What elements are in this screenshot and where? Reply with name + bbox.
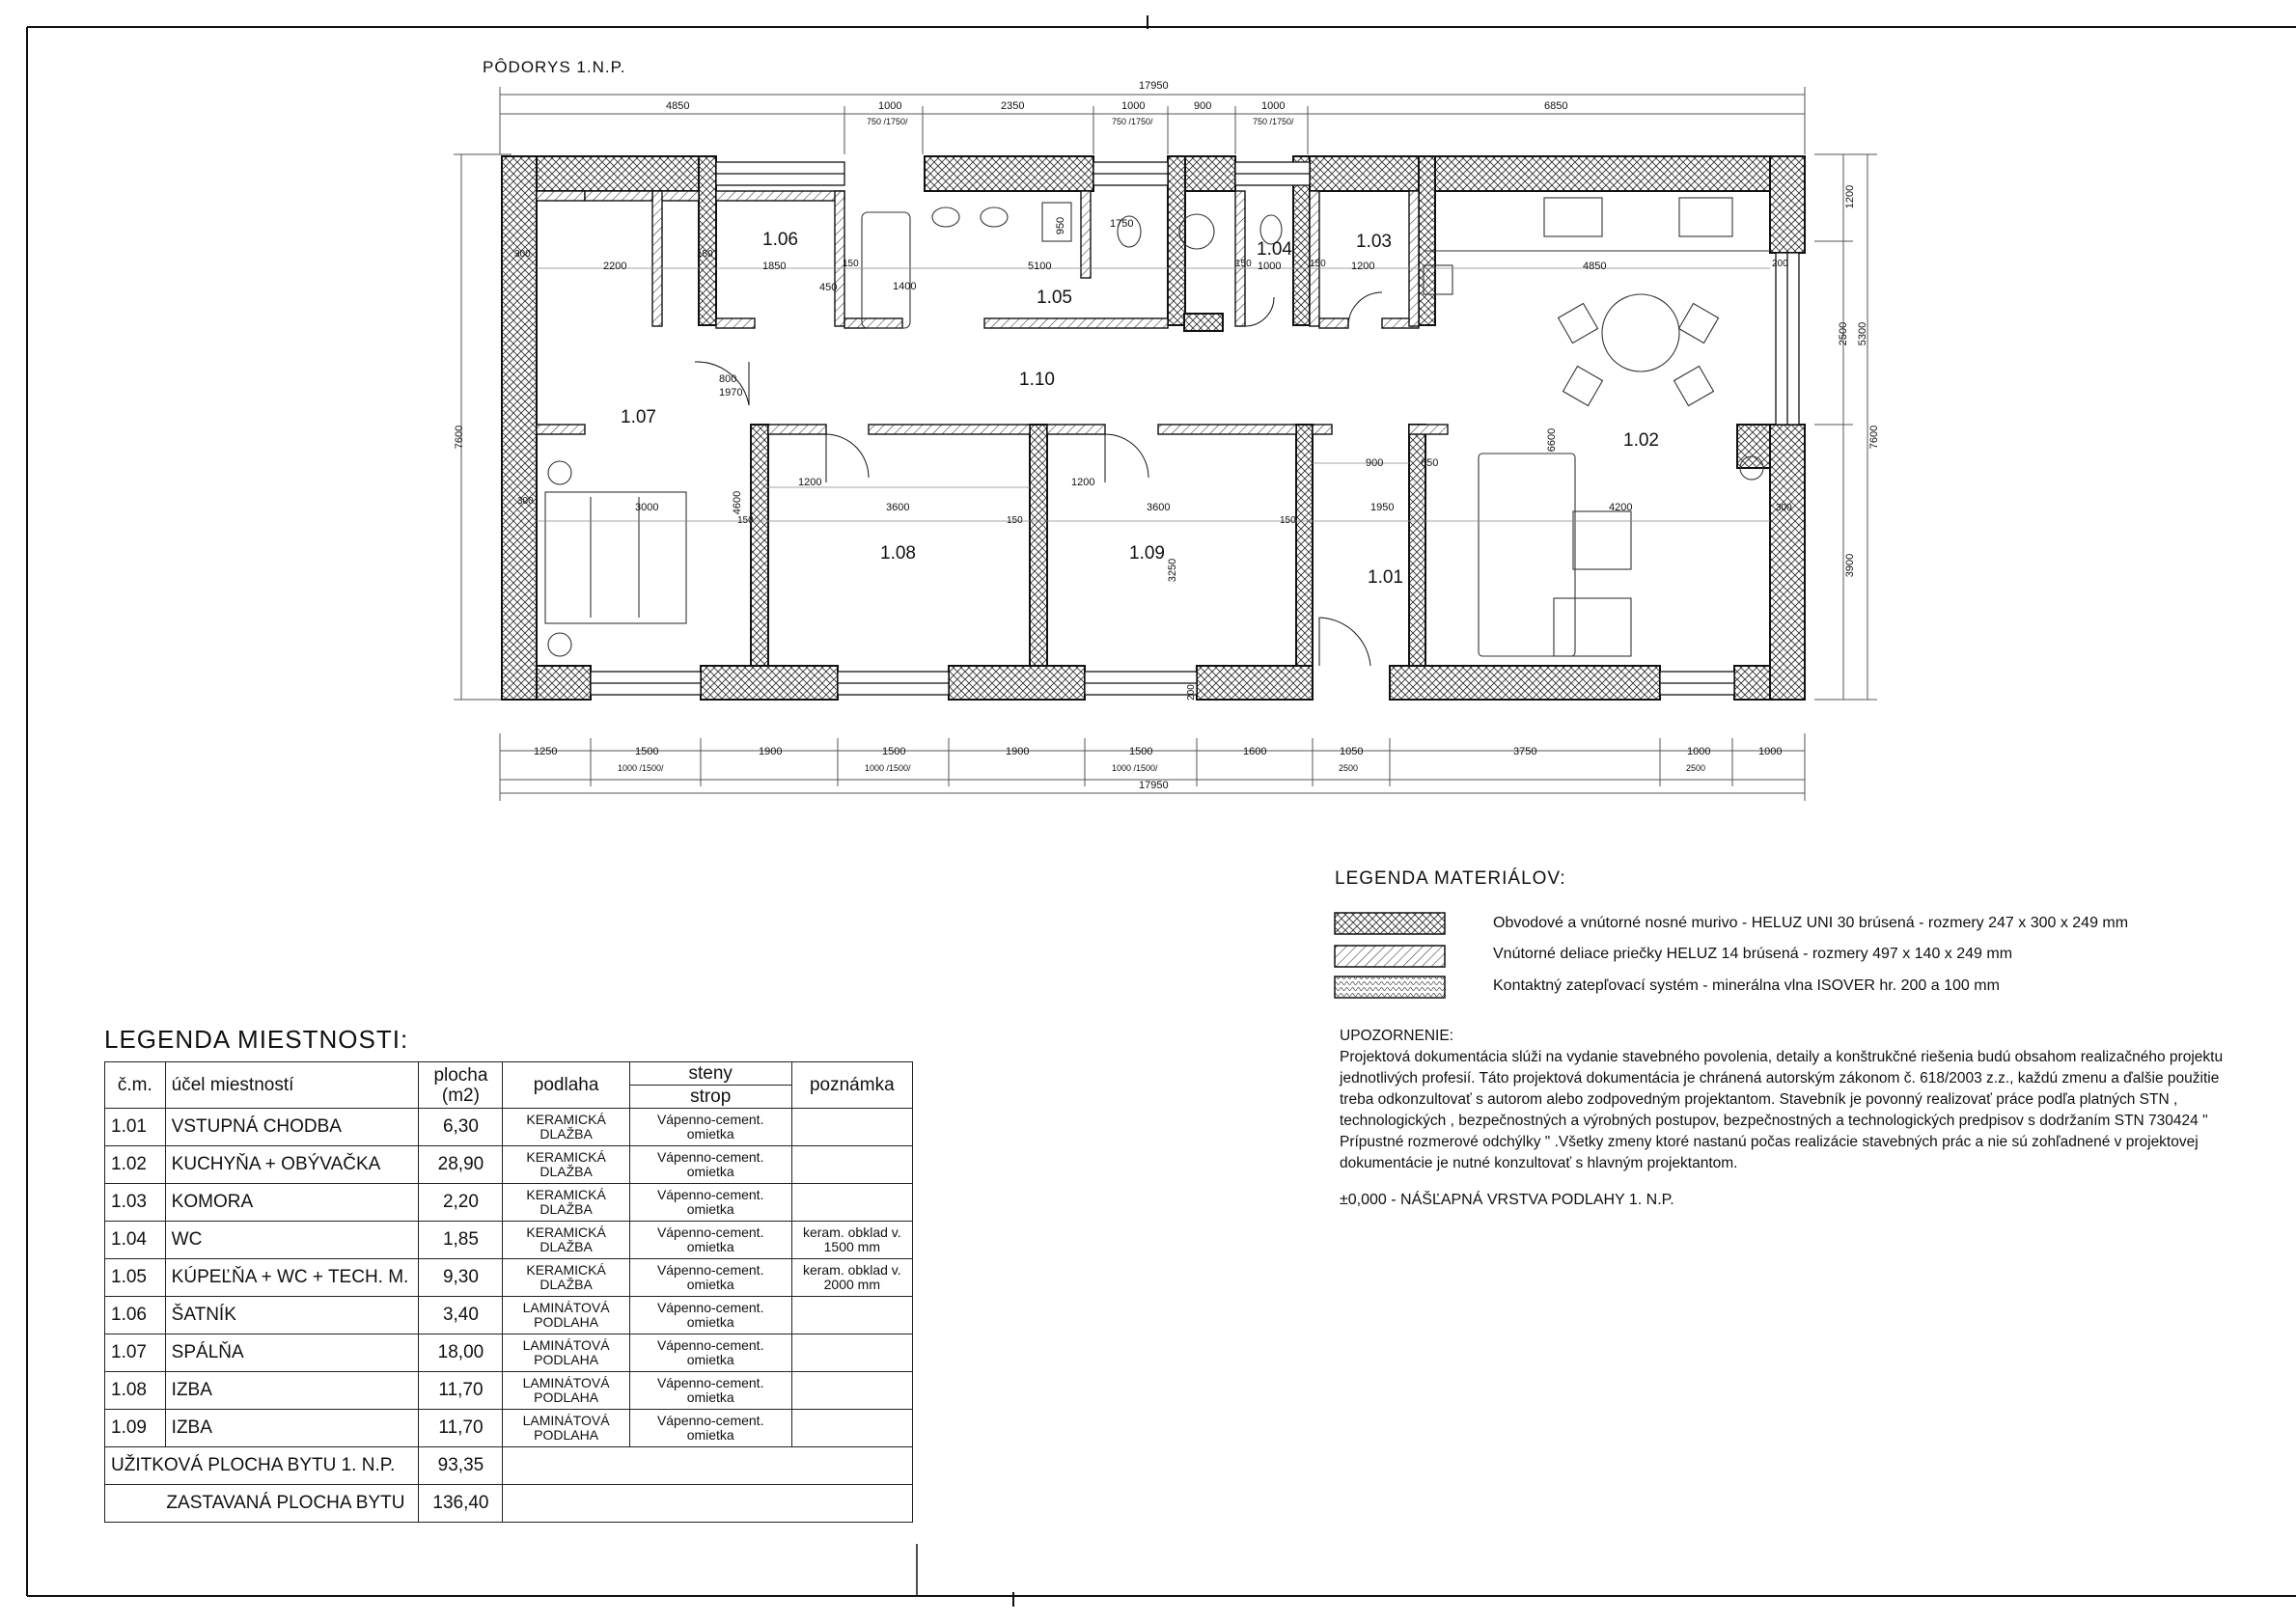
room-walls: Vápenno-cement. omietka (629, 1222, 791, 1259)
table-row-built (105, 1485, 913, 1523)
dim-bottom: 1900 (759, 746, 783, 757)
room-area: 3,40 (419, 1297, 503, 1334)
room-note (791, 1410, 912, 1447)
room-note (791, 1297, 912, 1334)
level-note: ±0,000 - NÁŠĽAPNÁ VRSTVA PODLAHY 1. N.P. (1340, 1192, 1674, 1208)
room-label: 1.06 (762, 230, 798, 250)
table-row (105, 1372, 913, 1410)
crosshatch-swatch (1335, 913, 1445, 934)
room-walls: Vápenno-cement. omietka (629, 1410, 791, 1447)
notice (1340, 1026, 2266, 1211)
dim-top: 1000 (1121, 100, 1146, 112)
dim-top: 6850 (1544, 100, 1568, 112)
dim-top-sub: 750 /1750/ (1112, 117, 1153, 126)
built-label: ZASTAVANÁ PLOCHA BYTU (105, 1485, 419, 1523)
dim-bottom: 1000 (1758, 746, 1783, 757)
room-area: 9,30 (419, 1259, 503, 1297)
room-walls: Vápenno-cement. omietka (629, 1334, 791, 1372)
header-floor: podlaha (503, 1062, 629, 1109)
inner-dim: 800 (719, 373, 737, 385)
inner-dim: 1000 (1258, 261, 1282, 272)
room-label: 1.01 (1368, 567, 1403, 588)
dim-bottom-sub: 2500 (1686, 763, 1706, 773)
inner-dim: 650 (1421, 457, 1439, 469)
notice-line: technologických , bezpečnostných a výrobných postupov, bezpečnostných a technologických predpisov s dodržaním STN 730424 " (1340, 1113, 2208, 1129)
dim-top: 2350 (1001, 100, 1025, 112)
room-walls: Vápenno-cement. omietka (629, 1372, 791, 1410)
room-label: 1.02 (1623, 430, 1659, 451)
room-number: 1.08 (105, 1372, 166, 1410)
side-table (1573, 511, 1631, 569)
table-row-useful (105, 1447, 913, 1485)
dim-left: 7600 (454, 425, 466, 450)
room-note: keram. obklad v. 2000 mm (791, 1259, 912, 1297)
notice-line: Prípustné rozmerové odchýlky " .Všetky zmeny ktoré nastanú počas realizácie stavebných prác a nie sú zohľadnené v projektovej (1340, 1134, 2199, 1150)
wall-dim: 300 (517, 496, 534, 507)
inner-dim: 950 (1055, 216, 1067, 235)
wall-dim: 300 (514, 249, 531, 260)
table-row (105, 1146, 913, 1184)
room-label: 1.10 (1019, 370, 1055, 390)
room-purpose: KUCHYŇA + OBÝVAČKA (165, 1146, 419, 1184)
plan-title: PÔDORYS 1.N.P. (483, 58, 626, 76)
notice-line: Projektová dokumentácia slúži na vydanie stavebného povolenia, detaily a konštrukčné riešenia budú obsahom realizačného projektu (1340, 1049, 2224, 1065)
material-text: Vnútorné deliace priečky HELUZ 14 brúsená - rozmery 497 x 140 x 249 mm (1493, 946, 2013, 962)
room-area: 1,85 (419, 1222, 503, 1259)
notice-line: treba odkonzultovať s autorom alebo zodpovedným projektantom. Stavebník je povonný realizovať práce podľa platných STN , (1340, 1091, 2178, 1108)
room-area: 18,00 (419, 1334, 503, 1372)
room-label: 1.09 (1129, 543, 1165, 564)
floor-plan (454, 87, 1877, 801)
header-walls: steny (629, 1062, 791, 1086)
dim-right: 3900 (1844, 553, 1857, 578)
room-area: 2,20 (419, 1184, 503, 1222)
room-purpose: KOMORA (165, 1184, 419, 1222)
inner-dim: 1850 (762, 261, 787, 272)
inner-dim: 450 (819, 282, 838, 293)
inner-dim: 1970 (719, 387, 743, 399)
inner-dim: 3600 (886, 502, 910, 513)
room-label: 1.04 (1257, 239, 1292, 260)
inner-dim: 3250 (1167, 558, 1179, 583)
built-value: 136,40 (419, 1485, 503, 1523)
table-row (105, 1222, 913, 1259)
table-row (105, 1410, 913, 1447)
room-floor: LAMINÁTOVÁ PODLAHA (503, 1410, 629, 1447)
room-note (791, 1146, 912, 1184)
room-purpose: VSTUPNÁ CHODBA (165, 1109, 419, 1146)
inner-dim: 1750 (1110, 218, 1134, 230)
dim-bottom: 1050 (1340, 746, 1364, 757)
room-walls: Vápenno-cement. omietka (629, 1109, 791, 1146)
wall-dim: 150 (843, 259, 859, 269)
room-number: 1.09 (105, 1410, 166, 1447)
inner-dim: 2200 (603, 261, 627, 272)
dim-bottom: 1500 (635, 746, 659, 757)
table-row (105, 1109, 913, 1146)
material-text: Obvodové a vnútorné nosné murivo - HELUZ UNI 30 brúsená - rozmery 247 x 300 x 249 mm (1493, 915, 2129, 931)
room-floor: LAMINÁTOVÁ PODLAHA (503, 1334, 629, 1372)
wall-dim: 200 (1185, 684, 1197, 701)
inner-dim: 5100 (1028, 261, 1052, 272)
room-floor: LAMINÁTOVÁ PODLAHA (503, 1372, 629, 1410)
header-ceiling: strop (629, 1086, 791, 1109)
inner-dim: 4850 (1583, 261, 1607, 272)
dim-bottom-sub: 1000 /1500/ (618, 763, 664, 773)
room-note (791, 1109, 912, 1146)
notice-line: dokumentácie je nutné konzultovať s hlavným projektantom. (1340, 1155, 1738, 1171)
header-cm: č.m. (105, 1062, 166, 1109)
dim-bottom-sub: 1000 /1500/ (865, 763, 911, 773)
header-area (419, 1062, 503, 1109)
room-purpose: IZBA (165, 1410, 419, 1447)
room-label: 1.07 (621, 407, 656, 427)
room-note (791, 1372, 912, 1410)
kitchen-sink (1544, 198, 1602, 236)
dim-bottom: 1500 (882, 746, 906, 757)
useful-label: UŽITKOVÁ PLOCHA BYTU 1. N.P. (105, 1447, 419, 1485)
rooms-body (105, 1109, 913, 1447)
rooms-table (104, 1061, 913, 1523)
wall-dim: 150 (697, 249, 713, 260)
room-number: 1.04 (105, 1222, 166, 1259)
room-purpose: WC (165, 1222, 419, 1259)
room-purpose: ŠATNÍK (165, 1297, 419, 1334)
diagonal-swatch (1335, 946, 1445, 967)
room-note (791, 1334, 912, 1372)
dim-top: 1000 (1261, 100, 1286, 112)
notice-heading: UPOZORNENIE: (1340, 1028, 1453, 1044)
room-number: 1.05 (105, 1259, 166, 1297)
room-number: 1.07 (105, 1334, 166, 1372)
sofa (1479, 454, 1575, 656)
room-area: 28,90 (419, 1146, 503, 1184)
inner-dim: 4200 (1609, 502, 1633, 513)
dim-bottom-sub: 2500 (1339, 763, 1359, 773)
dim-top-sub: 750 /1750/ (867, 117, 908, 126)
notice-line: jednotlivých profesií. Táto projektová dokumentácia je chránená autorským zákonom č. 618/2003 z.z., každú zmenu a ďalšie použitie (1340, 1070, 2220, 1087)
dim-right: 2500 (1838, 321, 1850, 346)
dim-right: 5300 (1857, 321, 1869, 346)
rooms-legend-title: LEGENDA MIESTNOSTI: (104, 1025, 409, 1054)
inner-dim: 1950 (1370, 502, 1395, 513)
table-row (105, 1297, 913, 1334)
room-number: 1.01 (105, 1109, 166, 1146)
wall-dim: 300 (1776, 503, 1792, 513)
room-floor: KERAMICKÁ DLAŽBA (503, 1146, 629, 1184)
room-label: 1.03 (1356, 232, 1392, 252)
room-label: 1.08 (880, 543, 916, 564)
inner-dim: 4600 (732, 490, 744, 515)
dim-bottom-total: 17950 (1139, 780, 1169, 791)
room-floor: LAMINÁTOVÁ PODLAHA (503, 1297, 629, 1334)
wall-dim: 200 (1772, 259, 1788, 269)
insulation-swatch (1335, 977, 1445, 998)
wall-dim: 150 (1235, 259, 1252, 269)
wall-dim: 150 (737, 515, 754, 526)
table-header-row (105, 1062, 913, 1086)
room-floor: KERAMICKÁ DLAŽBA (503, 1184, 629, 1222)
dim-bottom: 1900 (1006, 746, 1030, 757)
dim-bottom: 1250 (534, 746, 558, 757)
inner-dim: 1200 (1351, 261, 1375, 272)
room-walls: Vápenno-cement. omietka (629, 1259, 791, 1297)
dim-top-total: 17950 (1139, 80, 1169, 92)
wall-dim: 150 (1007, 515, 1023, 526)
room-walls: Vápenno-cement. omietka (629, 1146, 791, 1184)
room-purpose: IZBA (165, 1372, 419, 1410)
room-note (791, 1184, 912, 1222)
dim-bottom: 1000 (1687, 746, 1711, 757)
load-bearing-walls (502, 156, 1805, 700)
dim-bottom: 3750 (1513, 746, 1537, 757)
wall-dim: 150 (1280, 515, 1296, 526)
room-number: 1.06 (105, 1297, 166, 1334)
inner-dim: 6600 (1546, 427, 1559, 453)
room-floor: KERAMICKÁ DLAŽBA (503, 1259, 629, 1297)
room-note: keram. obklad v. 1500 mm (791, 1222, 912, 1259)
useful-value: 93,35 (419, 1447, 503, 1485)
room-number: 1.02 (105, 1146, 166, 1184)
inner-dim: 900 (1366, 457, 1384, 469)
header-area-bottom: (m2) (441, 1085, 480, 1106)
bed (545, 492, 686, 623)
room-label: 1.05 (1037, 288, 1072, 308)
wall-dim: 150 (1310, 259, 1326, 269)
dim-bottom-sub: 1000 /1500/ (1112, 763, 1158, 773)
dim-top-sub: 750 /1750/ (1253, 117, 1294, 126)
room-purpose: KÚPEĽŇA + WC + TECH. M. (165, 1259, 419, 1297)
room-area: 6,30 (419, 1109, 503, 1146)
room-walls: Vápenno-cement. omietka (629, 1297, 791, 1334)
materials-title: LEGENDA MATERIÁLOV: (1335, 868, 1566, 889)
room-purpose: SPÁLŇA (165, 1334, 419, 1372)
room-number: 1.03 (105, 1184, 166, 1222)
room-area: 11,70 (419, 1410, 503, 1447)
inner-dim: 1200 (798, 477, 822, 488)
dining-table (1602, 294, 1679, 371)
room-walls: Vápenno-cement. omietka (629, 1184, 791, 1222)
inner-dim: 3600 (1147, 502, 1171, 513)
table-row (105, 1334, 913, 1372)
dim-right: 7600 (1868, 425, 1881, 450)
room-floor: KERAMICKÁ DLAŽBA (503, 1109, 629, 1146)
inner-dim: 1200 (1071, 477, 1095, 488)
bathtub (862, 212, 910, 328)
dim-top: 900 (1194, 100, 1212, 112)
room-area: 11,70 (419, 1372, 503, 1410)
inner-dim: 1400 (893, 281, 917, 292)
dim-bottom: 1600 (1243, 746, 1267, 757)
header-area-top: plocha (433, 1064, 488, 1086)
header-note: poznámka (791, 1062, 912, 1109)
header-purpose: účel miestností (165, 1062, 419, 1109)
partition-walls (537, 191, 1448, 434)
material-swatches (1334, 911, 1448, 1004)
inner-dim: 3000 (635, 502, 659, 513)
table-row (105, 1259, 913, 1297)
dim-bottom: 1500 (1129, 746, 1153, 757)
room-floor: KERAMICKÁ DLAŽBA (503, 1222, 629, 1259)
table-row (105, 1184, 913, 1222)
dim-top: 1000 (878, 100, 902, 112)
dim-top: 4850 (666, 100, 690, 112)
dim-right: 1200 (1844, 184, 1857, 209)
material-text: Kontaktný zatepľovací systém - minerálna vlna ISOVER hr. 200 a 100 mm (1493, 977, 2000, 994)
